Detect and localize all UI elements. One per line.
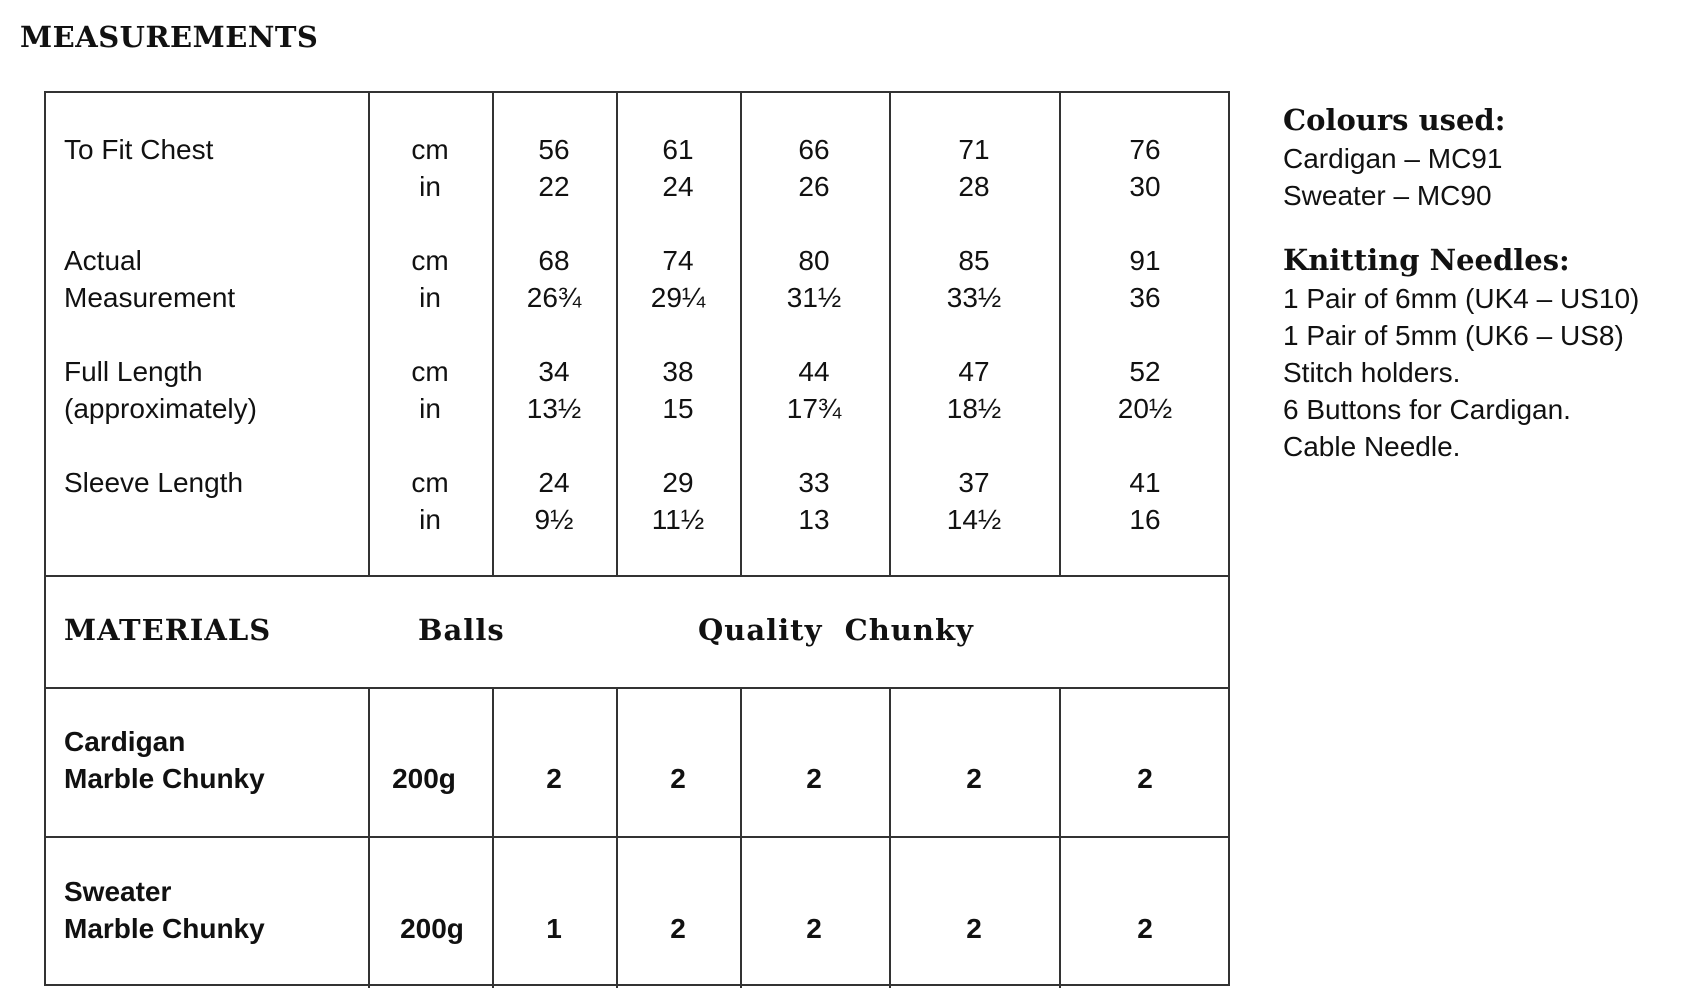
value-in: 17¾: [786, 393, 842, 424]
value-cm: 52: [1129, 356, 1161, 387]
row-divider: [46, 836, 1228, 838]
value-in: 26: [798, 171, 830, 202]
quality-label: Quality Chunky: [698, 613, 974, 647]
value-in: 13: [798, 504, 830, 535]
unit-cm: cm: [411, 134, 449, 165]
size-cell: [538, 131, 569, 205]
label-line: Cardigan: [64, 726, 186, 757]
size-cell: [1129, 242, 1160, 316]
needle-line: 1 Pair of 6mm (UK4 – US10): [1283, 283, 1640, 314]
colour-line: Sweater – MC90: [1283, 180, 1492, 211]
value-cm: 68: [538, 245, 570, 276]
size-cell: [947, 242, 1002, 316]
unit-in: in: [419, 504, 441, 535]
colours-heading: Colours used:: [1283, 103, 1506, 137]
needle-line: Stitch holders.: [1283, 357, 1461, 388]
value-in: 11½: [651, 504, 705, 535]
value-cm: 85: [958, 245, 990, 276]
size-cell: [527, 242, 582, 316]
value-in: 29¼: [650, 282, 706, 313]
ball-count: 2: [966, 913, 982, 944]
ball-count: 2: [806, 763, 822, 794]
size-cell: [527, 353, 582, 427]
size-cell: [947, 353, 1002, 427]
value-cm: 80: [798, 245, 830, 276]
value-in: 31½: [786, 282, 842, 313]
column-divider: [368, 93, 370, 575]
value-in: 28: [958, 171, 990, 202]
value-in: 16: [1129, 504, 1161, 535]
unit-in: in: [419, 171, 441, 202]
label-line: Marble Chunky: [64, 913, 265, 944]
needle-line: 1 Pair of 5mm (UK6 – US8): [1283, 320, 1624, 351]
label-line: Measurement: [64, 282, 236, 313]
size-cell: [535, 464, 574, 538]
row-divider: [46, 687, 1228, 689]
yarn-weight: 200g: [392, 763, 456, 794]
label-line: Full Length: [64, 356, 203, 387]
ball-count: 2: [966, 763, 982, 794]
value-cm: 38: [662, 356, 694, 387]
size-cell: [1118, 353, 1173, 427]
value-cm: 29: [662, 467, 694, 498]
label-line: Sleeve Length: [64, 467, 244, 498]
yarn-label: [64, 873, 265, 947]
size-cell: [651, 242, 706, 316]
value-cm: 41: [1129, 467, 1161, 498]
column-divider: [740, 93, 742, 575]
size-cell: [662, 353, 693, 427]
needle-line: 6 Buttons for Cardigan.: [1283, 394, 1571, 425]
column-divider: [889, 93, 891, 575]
value-in: 15: [662, 393, 694, 424]
value-cm: 66: [798, 134, 830, 165]
size-cell: [787, 242, 842, 316]
value-cm: 61: [662, 134, 694, 165]
value-cm: 91: [1129, 245, 1161, 276]
column-divider: [1059, 93, 1061, 575]
column-divider: [492, 93, 494, 575]
label-line: (approximately): [64, 393, 257, 424]
label-line: Marble Chunky: [64, 763, 265, 794]
spacer: [1283, 214, 1693, 240]
unit-cell: [411, 131, 448, 205]
value-cm: 24: [538, 467, 570, 498]
measurement-label: [64, 131, 213, 168]
value-cm: 76: [1129, 134, 1161, 165]
yarn-label: [64, 723, 265, 797]
balls-label: Balls: [418, 613, 505, 647]
label-line: Actual: [64, 245, 142, 276]
size-cell: [958, 131, 989, 205]
ball-count: 2: [1137, 913, 1153, 944]
measurements-table: [44, 91, 1230, 986]
value-in: 24: [662, 171, 694, 202]
ball-count: 1: [546, 913, 562, 944]
size-cell: [787, 353, 842, 427]
page-title: MEASUREMENTS: [20, 20, 319, 54]
size-cell: [652, 464, 704, 538]
size-cell: [798, 464, 829, 538]
measurement-label: [64, 464, 243, 501]
materials-heading: MATERIALS: [64, 613, 272, 647]
size-cell: [662, 131, 693, 205]
value-in: 20½: [1117, 393, 1173, 424]
ball-count: 2: [1137, 763, 1153, 794]
value-cm: 37: [958, 467, 990, 498]
size-cell: [798, 131, 829, 205]
row-divider: [46, 575, 1228, 577]
label-line: Sweater: [64, 876, 172, 907]
ball-count: 2: [670, 763, 686, 794]
size-cell: [947, 464, 1002, 538]
value-cm: 71: [958, 134, 990, 165]
value-in: 22: [538, 171, 570, 202]
size-cell: [1129, 464, 1160, 538]
value-cm: 56: [538, 134, 570, 165]
yarn-weight: 200g: [400, 913, 464, 944]
value-in: 33½: [946, 282, 1002, 313]
value-in: 26¾: [526, 282, 582, 313]
value-in: 13½: [526, 393, 582, 424]
measurement-label: [64, 353, 257, 427]
size-cell: [1129, 131, 1160, 205]
value-in: 30: [1129, 171, 1161, 202]
value-in: 18½: [946, 393, 1002, 424]
unit-cm: cm: [411, 356, 449, 387]
value-in: 9½: [534, 504, 574, 535]
value-cm: 44: [798, 356, 830, 387]
value-cm: 74: [662, 245, 694, 276]
unit-in: in: [419, 393, 441, 424]
unit-cm: cm: [411, 467, 449, 498]
value-in: 36: [1129, 282, 1161, 313]
unit-cm: cm: [411, 245, 449, 276]
column-divider: [616, 93, 618, 575]
unit-cell: [411, 464, 448, 538]
value-cm: 34: [538, 356, 570, 387]
label-line: To Fit Chest: [64, 134, 214, 165]
ball-count: 2: [546, 763, 562, 794]
value-in: 14½: [946, 504, 1002, 535]
value-cm: 33: [798, 467, 830, 498]
ball-count: 2: [670, 913, 686, 944]
measurement-label: [64, 242, 235, 316]
needles-heading: Knitting Needles:: [1283, 243, 1570, 277]
unit-cell: [411, 242, 448, 316]
needle-line: Cable Needle.: [1283, 431, 1461, 462]
colour-line: Cardigan – MC91: [1283, 143, 1503, 174]
value-cm: 47: [958, 356, 990, 387]
unit-cell: [411, 353, 448, 427]
side-panel: [1283, 100, 1693, 465]
unit-in: in: [419, 282, 441, 313]
ball-count: 2: [806, 913, 822, 944]
